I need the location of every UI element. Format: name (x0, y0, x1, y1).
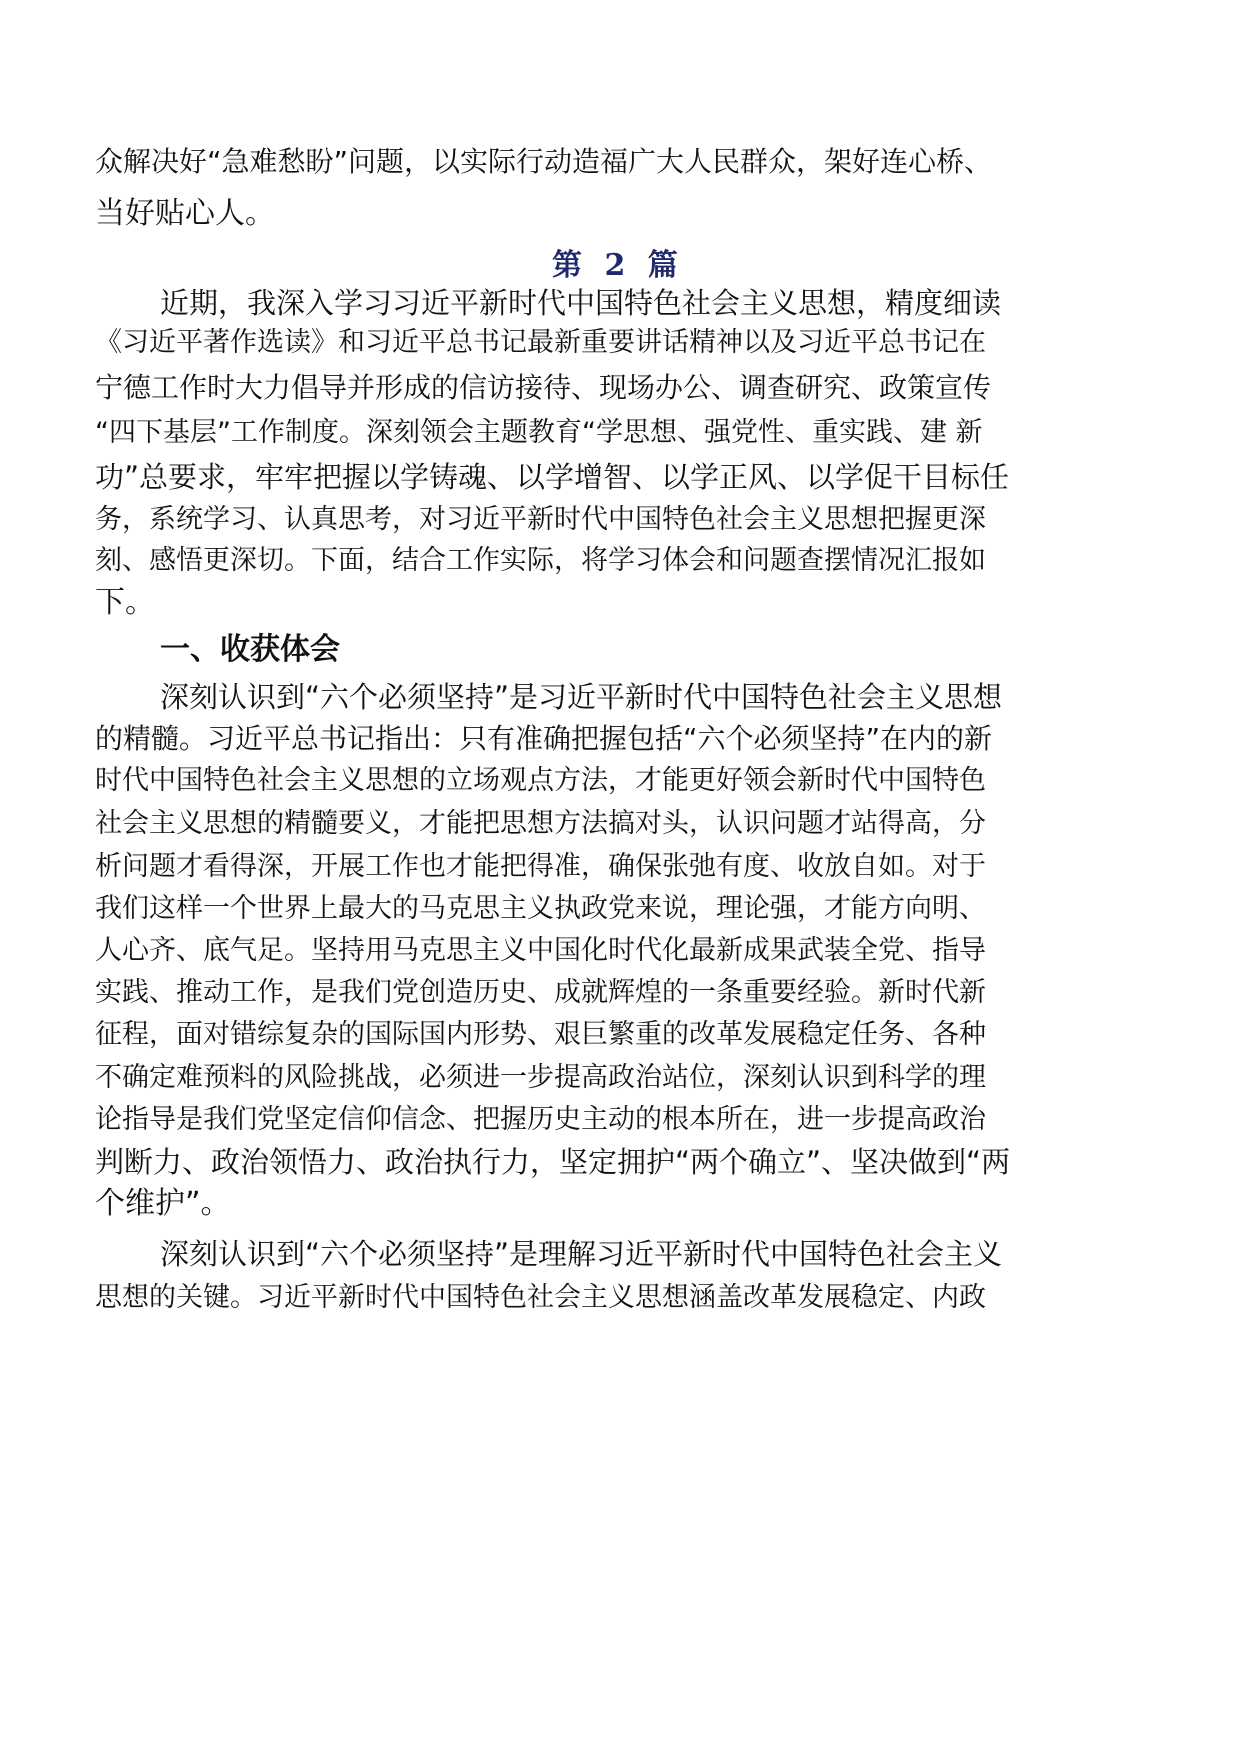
section1-paragraph1-line: 时代中国特色社会主义思想的立场观点方法，才能更好领会新时代中国特色 (95, 765, 986, 796)
section1-paragraph2-line: 深刻认识到“六个必须坚持”是理解习近平新时代中国特色社会主义 (160, 1237, 1003, 1271)
intro-paragraph-line: 近期，我深入学习习近平新时代中国特色社会主义思想，精度细读 (160, 286, 1002, 320)
intro-paragraph-line: 宁德工作时大力倡导并形成的信访接待、现场办公、调查研究、政策宣传 (95, 371, 992, 404)
prev-paragraph-line: 当好贴心人。 (95, 196, 275, 231)
section-heading: 一、收获体会 (160, 632, 340, 667)
chapter-heading: 第 2 篇 (552, 248, 684, 283)
section1-paragraph1-line: 实践、推动工作，是我们党创造历史、成就辉煌的一条重要经验。新时代新 (95, 977, 986, 1008)
intro-paragraph-line: 《习近平著作选读》和习近平总书记最新重要讲话精神以及习近平总书记在 (95, 327, 986, 358)
intro-paragraph-line: “四下基层”工作制度。深刻领会主题教育“学思想、强党性、重实践、建 新 (95, 417, 983, 448)
section1-paragraph1-line: 析问题才看得深，开展工作也才能把得准，确保张弛有度、收放自如。对于 (95, 851, 986, 882)
intro-paragraph-line: 刻、感悟更深切。下面，结合工作实际，将学习体会和问题查摆情况汇报如 (95, 545, 986, 576)
intro-paragraph-line: 务，系统学习、认真思考，对习近平新时代中国特色社会主义思想把握更深 (95, 504, 986, 535)
intro-paragraph-line: 功”总要求，牢牢把握以学铸魂、以学增智、以学正风、以学促干目标任 (95, 460, 1010, 494)
section1-paragraph1-line: 个维护”。 (95, 1186, 231, 1221)
section1-paragraph1-line: 人心齐、底气足。坚持用马克思主义中国化时代化最新成果武装全党、指导 (95, 935, 986, 966)
section1-paragraph1-line: 论指导是我们党坚定信仰信念、把握历史主动的根本所在，进一步提高政治 (95, 1104, 986, 1135)
section1-paragraph1-line: 征程，面对错综复杂的国际国内形势、艰巨繁重的改革发展稳定任务、各种 (95, 1019, 986, 1050)
section1-paragraph1-line: 深刻认识到“六个必须坚持”是习近平新时代中国特色社会主义思想 (160, 680, 1003, 714)
intro-paragraph-line: 下。 (95, 585, 155, 620)
section1-paragraph2-line: 思想的关键。习近平新时代中国特色社会主义思想涵盖改革发展稳定、内政 (95, 1282, 986, 1313)
section1-paragraph1-line: 我们这样一个世界上最大的马克思主义执政党来说，理论强，才能方向明、 (95, 893, 986, 924)
section1-paragraph1-line: 社会主义思想的精髓要义，才能把思想方法搞对头，认识问题才站得高，分 (95, 808, 986, 839)
section1-paragraph1-line: 不确定难预料的风险挑战，必须进一步提高政治站位，深刻认识到科学的理 (95, 1062, 986, 1093)
section1-paragraph1-line: 判断力、政治领悟力、政治执行力，坚定拥护“两个确立”、坚决做到“两 (95, 1145, 1011, 1179)
section1-paragraph1-line: 的精髓。习近平总书记指出：只有准确把握包括“六个必须坚持”在内的新 (95, 722, 993, 755)
prev-paragraph-line: 众解决好“急难愁盼”问题，以实际行动造福广大人民群众，架好连心桥、 (95, 145, 993, 178)
